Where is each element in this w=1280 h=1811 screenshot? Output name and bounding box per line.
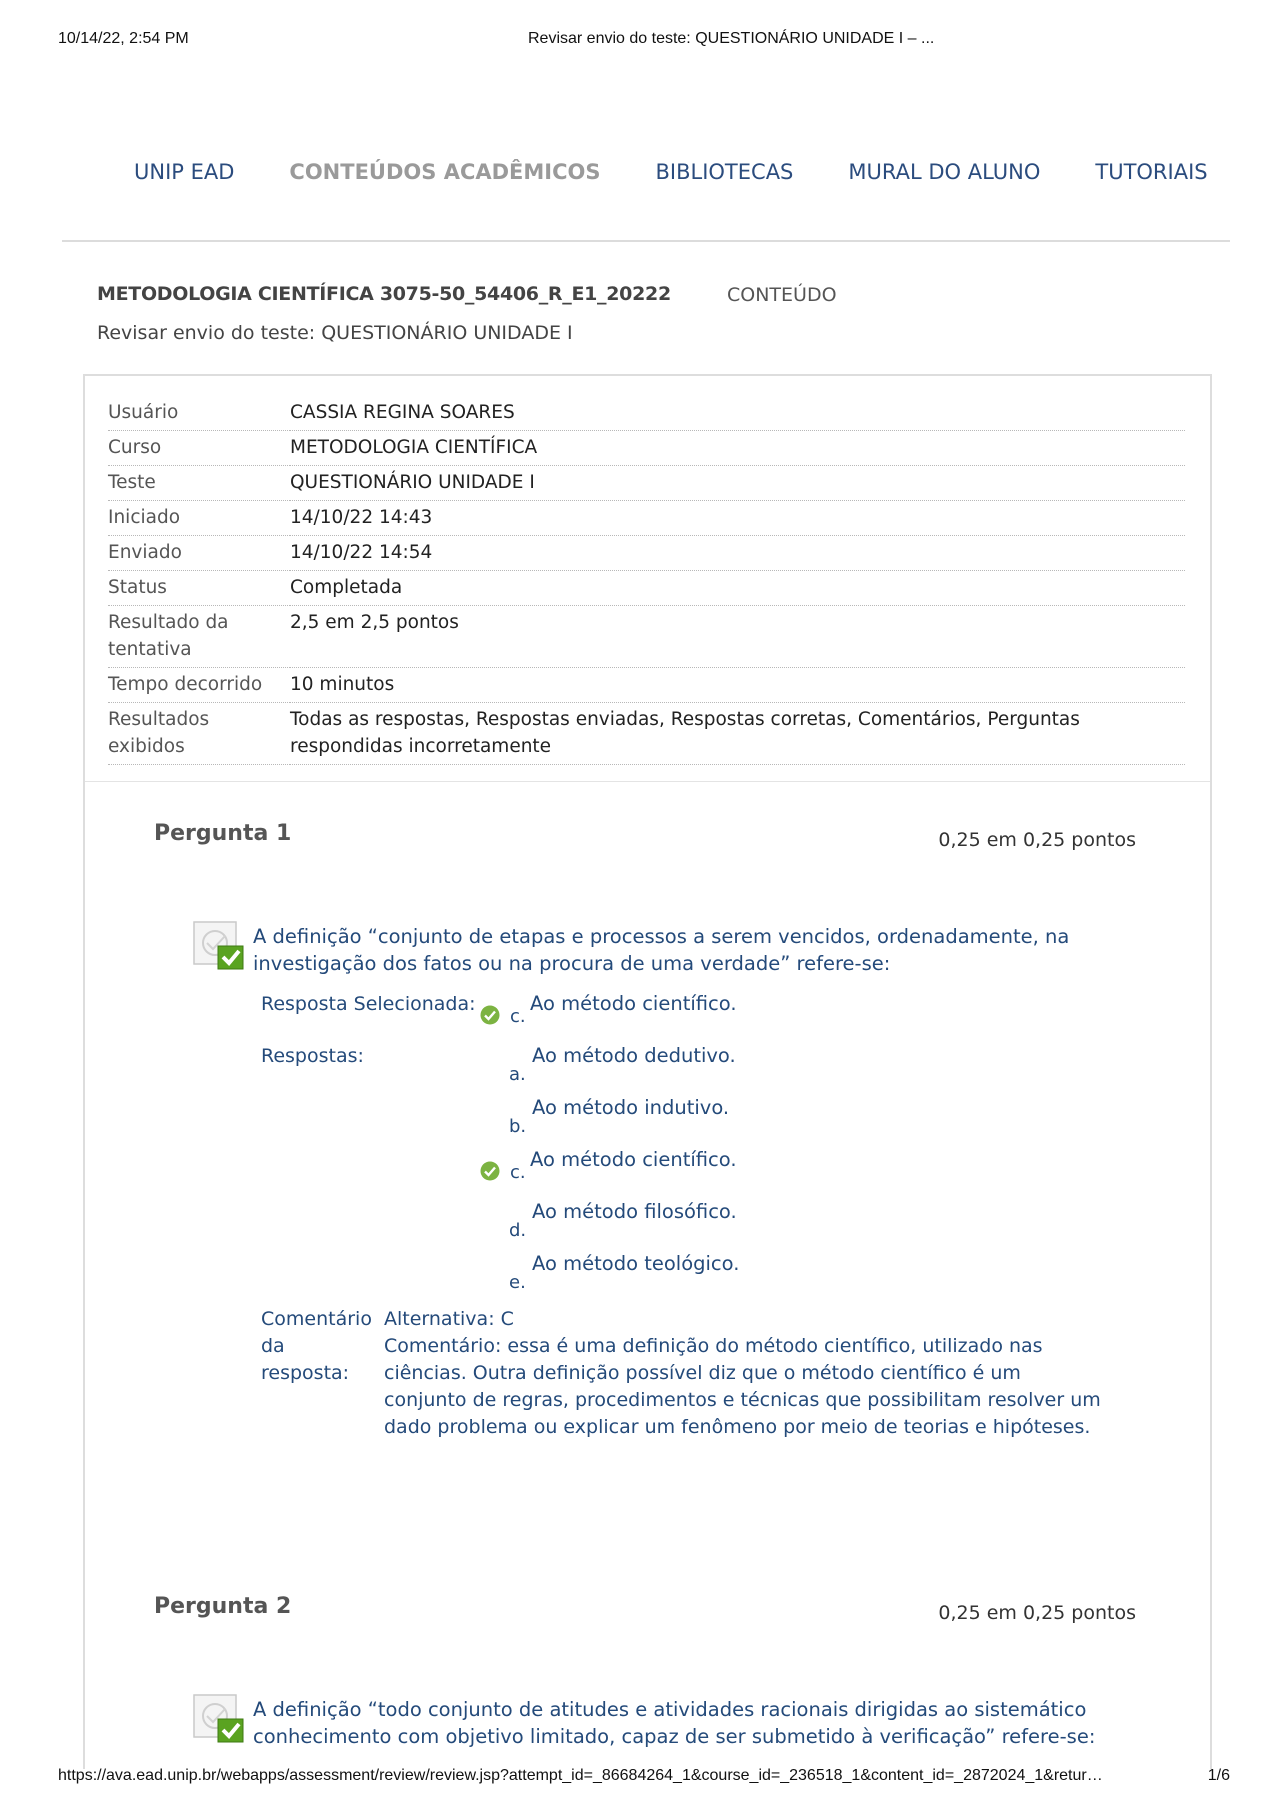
nav-conteudos-academicos[interactable]: CONTEÚDOS ACADÊMICOS bbox=[289, 160, 601, 184]
print-url: https://ava.ead.unip.br/webapps/assessment/review/review.jsp?attempt_id=_86684264_1&course_id=_236518_1&content_id=_2872024_1&retur… bbox=[58, 1767, 1103, 1784]
nav-divider bbox=[62, 240, 1230, 242]
info-key: Enviado bbox=[108, 536, 290, 571]
info-key: Tempo decorrido bbox=[108, 668, 290, 703]
comment-label: Comentário da resposta: bbox=[261, 1308, 372, 1384]
question-1-heading: Pergunta 1 bbox=[154, 821, 292, 846]
nav-unip-ead[interactable]: UNIP EAD bbox=[134, 160, 235, 184]
answers-label: Respostas: bbox=[261, 1045, 364, 1067]
option-letter: e. bbox=[509, 1272, 526, 1293]
info-row-enviado bbox=[108, 536, 1185, 571]
info-value: METODOLOGIA CIENTÍFICA bbox=[290, 431, 1185, 466]
info-key: Resultado da tentativa bbox=[108, 606, 290, 668]
info-value: 2,5 em 2,5 pontos bbox=[290, 606, 1185, 668]
info-row-resultado bbox=[108, 606, 1185, 668]
option-text: Ao método teológico. bbox=[532, 1252, 740, 1275]
check-circle-icon bbox=[480, 1005, 500, 1025]
option-text: Ao método científico. bbox=[530, 1148, 737, 1171]
question-2-points: 0,25 em 0,25 pontos bbox=[938, 1602, 1136, 1624]
option-letter: a. bbox=[509, 1064, 526, 1085]
selected-answer-label: Resposta Selecionada: bbox=[261, 993, 476, 1015]
info-value: CASSIA REGINA SOARES bbox=[290, 396, 1185, 431]
info-value: 10 minutos bbox=[290, 668, 1185, 703]
info-key: Curso bbox=[108, 431, 290, 466]
attempt-info-table bbox=[108, 396, 1185, 765]
option-text: Ao método filosófico. bbox=[532, 1200, 737, 1223]
info-row-tempo bbox=[108, 668, 1185, 703]
question-2-text: A definição “todo conjunto de atitudes e atividades racionais dirigidas ao sistemático conhecimento com objetivo limitado, capaz de ser submetido à verificação” refere-se: bbox=[253, 1698, 1096, 1748]
info-value: Completada bbox=[290, 571, 1185, 606]
info-key: Teste bbox=[108, 466, 290, 501]
question-2-heading: Pergunta 2 bbox=[154, 1594, 292, 1619]
info-key: Iniciado bbox=[108, 501, 290, 536]
info-key: Resultados exibidos bbox=[108, 703, 290, 765]
nav-mural-do-aluno[interactable]: MURAL DO ALUNO bbox=[848, 160, 1041, 184]
comment-line: Comentário: essa é uma definição do método científico, utilizado nas ciências. Outra definição possível diz que o método científico é um conjunto de regras, procedimentos e técnicas que possibilitam resolver um dado problema ou explicar um fenômeno por meio de teorias e hipóteses. bbox=[384, 1335, 1101, 1438]
print-page-number: 1/6 bbox=[1207, 1767, 1230, 1784]
info-row-status bbox=[108, 571, 1185, 606]
check-circle-icon bbox=[480, 1161, 500, 1181]
print-datetime: 10/14/22, 2:54 PM bbox=[58, 30, 189, 47]
info-value: 14/10/22 14:43 bbox=[290, 501, 1185, 536]
option-letter: c. bbox=[510, 1006, 526, 1027]
nav-tutoriais[interactable]: TUTORIAIS bbox=[1095, 160, 1208, 184]
info-key: Usuário bbox=[108, 396, 290, 431]
top-navigation bbox=[134, 160, 1263, 184]
option-text: Ao método indutivo. bbox=[532, 1096, 730, 1119]
info-value: 14/10/22 14:54 bbox=[290, 536, 1185, 571]
option-letter: b. bbox=[509, 1116, 527, 1137]
info-row-iniciado bbox=[108, 501, 1185, 536]
page-title: Revisar envio do teste: QUESTIONÁRIO UNIDADE I bbox=[97, 322, 573, 344]
option-letter: c. bbox=[510, 1162, 526, 1183]
comment-body bbox=[384, 1306, 1104, 1441]
info-row-resultados-exibidos bbox=[108, 703, 1185, 765]
question-1-text: A definição “conjunto de etapas e processos a serem vencidos, ordenadamente, na investigação dos fatos ou na procura de uma verdade” refere-se: bbox=[253, 925, 1070, 975]
info-row-usuario bbox=[108, 396, 1185, 431]
option-letter: d. bbox=[509, 1220, 527, 1241]
correct-answer-icon bbox=[193, 1694, 245, 1744]
correct-answer-icon bbox=[193, 921, 245, 971]
course-title: METODOLOGIA CIENTÍFICA 3075-50_54406_R_E1_20222 bbox=[97, 283, 671, 305]
nav-bibliotecas[interactable]: BIBLIOTECAS bbox=[655, 160, 794, 184]
option-text: Ao método dedutivo. bbox=[532, 1044, 736, 1067]
info-value: Todas as respostas, Respostas enviadas, Respostas corretas, Comentários, Perguntas respondidas incorretamente bbox=[290, 703, 1185, 765]
print-title: Revisar envio do teste: QUESTIONÁRIO UNIDADE I – ... bbox=[528, 30, 935, 47]
option-text: Ao método científico. bbox=[530, 992, 737, 1015]
question-1-points: 0,25 em 0,25 pontos bbox=[938, 829, 1136, 851]
comment-line: Alternativa: C bbox=[384, 1308, 514, 1330]
breadcrumb-conteudo-link[interactable]: CONTEÚDO bbox=[727, 284, 837, 306]
info-key: Status bbox=[108, 571, 290, 606]
info-row-curso bbox=[108, 431, 1185, 466]
info-value: QUESTIONÁRIO UNIDADE I bbox=[290, 466, 1185, 501]
info-row-teste bbox=[108, 466, 1185, 501]
